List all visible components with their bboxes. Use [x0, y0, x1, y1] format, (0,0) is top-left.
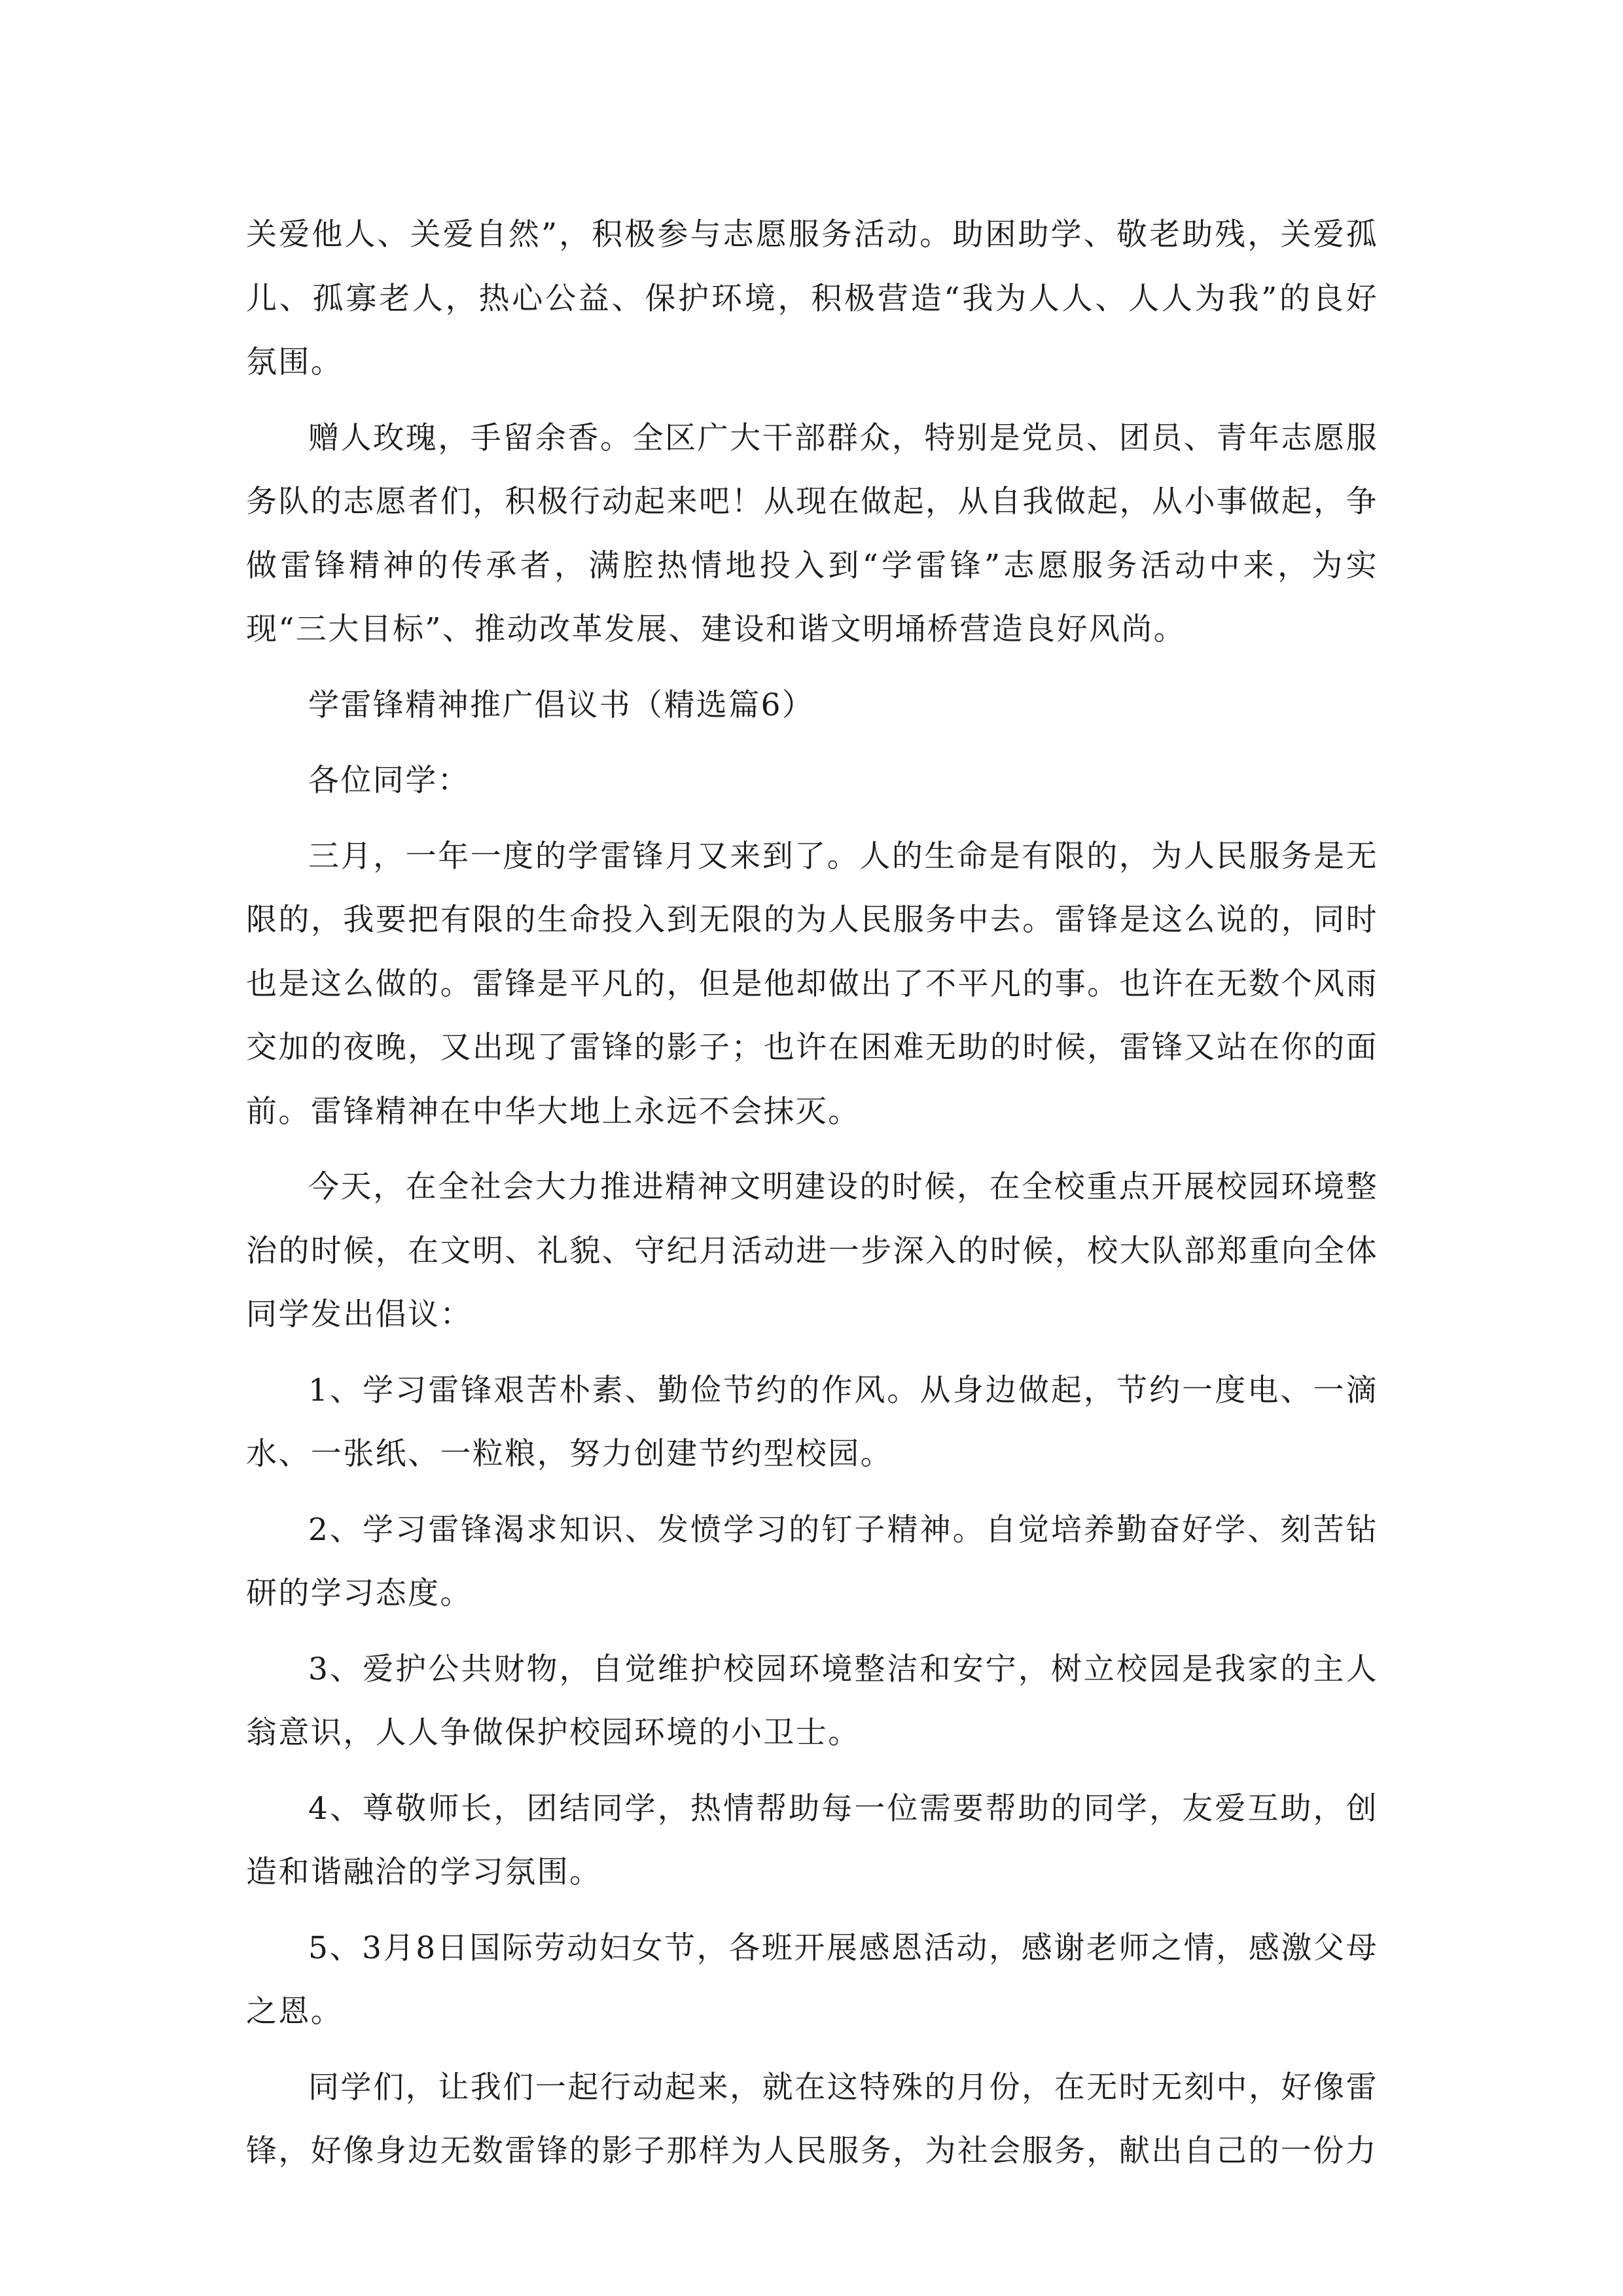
proposal-item-2: 2、学习雷锋渴求知识、发愤学习的钉子精神。自觉培养勤奋好学、刻苦钻研的学习态度。 — [246, 1511, 1378, 1611]
proposal-item-5: 5、3月8日国际劳动妇女节，各班开展感恩活动，感谢老师之情，感激父母之恩。 — [246, 1929, 1378, 2030]
paragraph-continued-volunteer-service: 关爱他人、关爱自然”，积极参与志愿服务活动。助困助学、敬老助残，关爱孤儿、孤寡老人，热心公益、保护环境，积极营造“我为人人、人人为我”的良好氛围。 — [246, 217, 1378, 380]
salutation: 各位同学： — [308, 762, 470, 798]
proposal-item-4: 4、尊敬师长，团结同学，热情帮助每一位需要帮助的同学，友爱互助，创造和谐融洽的学习氛围。 — [246, 1790, 1378, 1890]
document-body — [246, 203, 1378, 2195]
paragraph-march-lei-feng-month: 三月，一年一度的学雷锋月又来到了。人的生命是有限的，为人民服务是无限的，我要把有限的生命投入到无限的为人民服务中去。雷锋是这么说的，同时也是这么做的。雷锋是平凡的，但是他却做出了不平凡的事。也许在无数个风雨交加的夜晚，又出现了雷锋的影子；也许在困难无助的时候，雷锋又站在你的面前。雷锋精神在中华大地上永远不会抹灭。 — [246, 838, 1378, 1130]
paragraph-closing-call: 同学们，让我们一起行动起来，就在这特殊的月份，在无时无刻中，好像雷锋，好像身边无数雷锋的影子那样为人民服务，为社会服务，献出自己的一份力 — [246, 2069, 1378, 2169]
paragraph-rose-call-to-action: 赠人玫瑰，手留余香。全区广大干部群众，特别是党员、团员、青年志愿服务队的志愿者们，积极行动起来吧！从现在做起，从自我做起，从小事做起，争做雷锋精神的传承者，满腔热情地投入到“学雷锋”志愿服务活动中来，为实现“三大目标”、推动改革发展、建设和谐文明埇桥营造良好风尚。 — [246, 420, 1378, 647]
paragraph-proposal-intro: 今天，在全社会大力推进精神文明建设的时候，在全校重点开展校园环境整治的时候，在文明、礼貌、守纪月活动进一步深入的时候，校大队部郑重向全体同学发出倡议： — [246, 1169, 1378, 1333]
proposal-item-3: 3、爱护公共财物，自觉维护校园环境整洁和安宁，树立校园是我家的主人翁意识，人人争做保护校园环境的小卫士。 — [246, 1651, 1378, 1751]
section-heading: 学雷锋精神推广倡议书（精选篇6） — [308, 687, 815, 723]
proposal-item-1: 1、学习雷锋艰苦朴素、勤俭节约的作风。从身边做起，节约一度电、一滴水、一张纸、一粒粮，努力创建节约型校园。 — [246, 1372, 1378, 1472]
